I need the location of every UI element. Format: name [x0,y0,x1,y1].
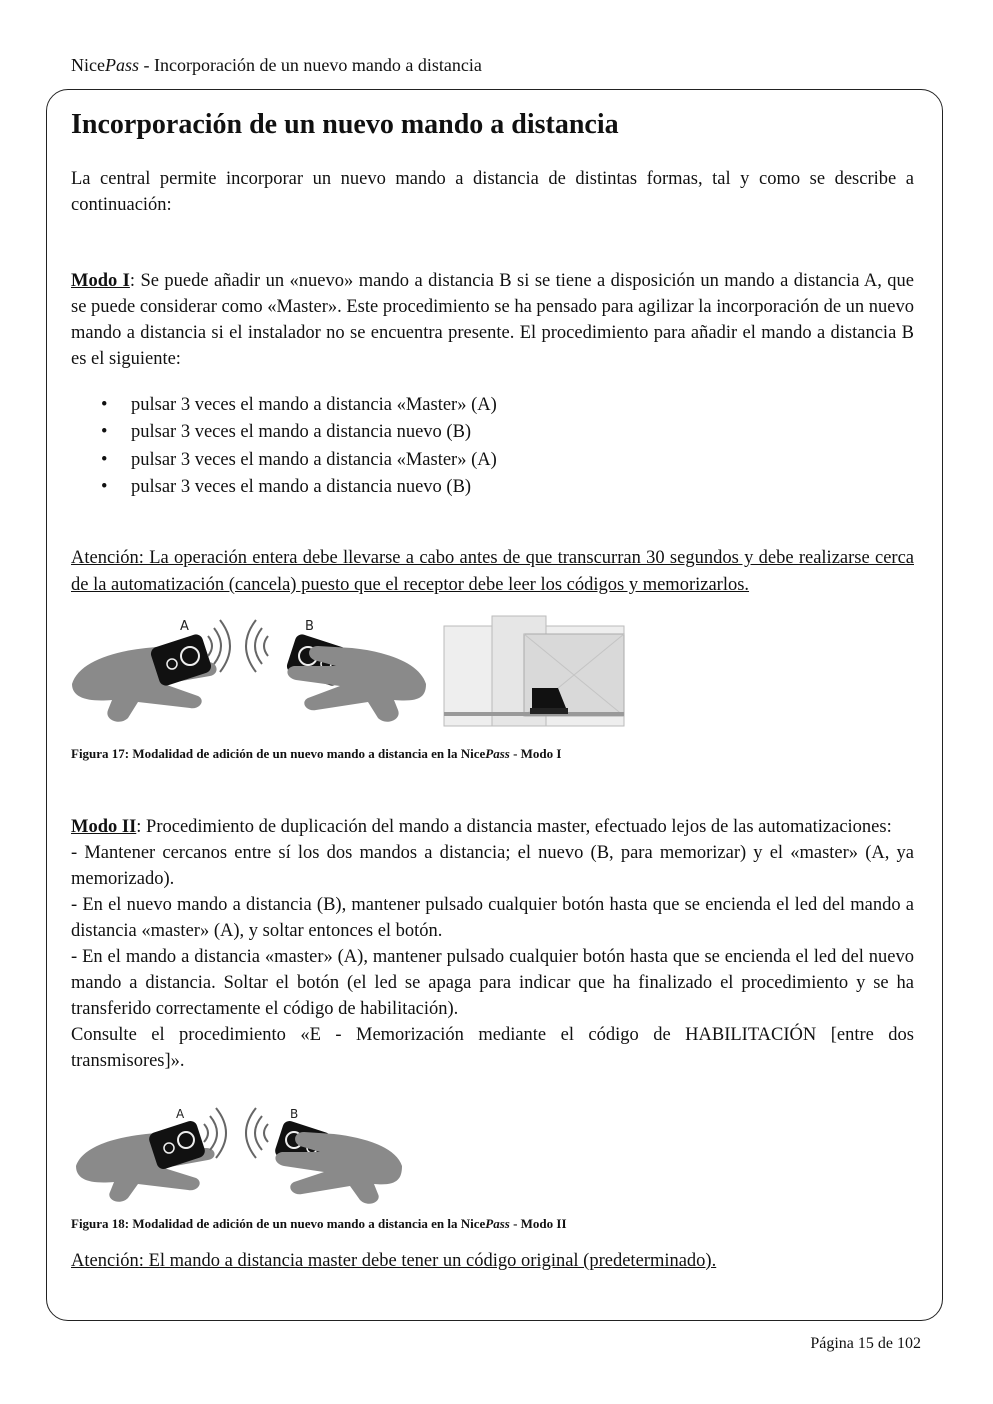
mode2-consult-paragraph: Consulte el procedimiento «E - Memorización mediante el código de HABILITACIÓN [entre dos transmisores]». [71,1025,914,1071]
mode1-steps-list [71,392,497,501]
brand-name: Nice [71,55,105,75]
figure-18-caption-text: Figura 18: Modalidad de adición de un nuevo mando a distancia en la Nice [71,1216,486,1231]
figure-17-caption-italic: Pass [485,746,510,761]
mode2-step-1: - Mantener cercanos entre sí los dos mandos a distancia; el nuevo (B, para memorizar) y el «master» (A, ya memorizado). [71,843,914,889]
brand-name-italic: Pass [104,55,139,75]
mode2-warning-block [71,1248,914,1274]
signal-waves-icon [208,620,268,672]
running-header [71,54,482,76]
mode1-paragraph [71,268,914,372]
list-item: • pulsar 3 veces el mando a distancia nuevo (B) [71,474,497,501]
mode2-step-2: - En el nuevo mando a distancia (B), mantener pulsado cualquier botón hasta que se encienda el led del mando a distancia «master» (A), y soltar entonces el botón. [71,895,914,941]
list-item: • pulsar 3 veces el mando a distancia «Master» (A) [71,447,497,474]
mode2-text: : Procedimiento de duplicación del mando a distancia master, efectuado lejos de las automatizaciones: [136,817,892,837]
intro-paragraph-block [71,166,914,218]
mode1-warning: Atención: La operación entera debe llevarse a cabo antes de que transcurran 30 segundos y debe realizarse cerca de la automatización (cancela) puesto que el receptor debe leer los códigos y memorizarlos. [71,548,914,595]
mode2-block [71,816,914,1074]
page-number: Página 15 de 102 [810,1335,921,1352]
signal-waves-icon [204,1108,268,1158]
mode2-label: Modo II [71,817,137,837]
mode2-warning: Atención: El mando a distancia master debe tener un código original (predeterminado). [71,1251,717,1271]
figure-17-caption-suffix: - Modo I [509,746,562,761]
mode1-text: : Se puede añadir un «nuevo» mando a distancia B si se tiene a disposición un mando a distancia A, que se puede considerar como «Master». Este procedimiento se ha pensado para agilizar la incorporación de un nuevo mando a distancia si el instalador no se encuentra presente. El procedimiento para añadir el mando a distancia B es el siguiente: [71,271,915,369]
figure-18-caption-italic: Pass [485,1216,510,1231]
figure-18-caption-suffix: - Modo II [509,1216,567,1231]
figure-18-label-a: A [176,1107,185,1121]
running-header-text: - Incorporación de un nuevo mando a distancia [139,55,482,75]
list-item: • pulsar 3 veces el mando a distancia nuevo (B) [71,419,497,446]
list-item: • pulsar 3 veces el mando a distancia «Master» (A) [71,392,497,419]
figure-18-caption [71,1216,567,1232]
mode2-step-3: - En el mando a distancia «master» (A), mantener pulsado cualquier botón hasta que se encienda el led del nuevo mando a distancia. Soltar el botón (el led se apaga para indicar que ha finalizado el procedimiento y se ha transferido correctamente el código de habilitación). [71,947,914,1019]
mode1-paragraph-block [71,268,914,372]
figure-17-label-b: B [305,619,314,634]
figure-17-caption-text: Figura 17: Modalidad de adición de un nuevo mando a distancia en la Nice [71,746,486,761]
mode2-paragraph [71,816,914,838]
figure-17-caption [71,746,561,762]
page-title: Incorporación de un nuevo mando a distancia [71,109,619,140]
figure-17-illustration [68,612,628,734]
mode1-warning-block [71,545,914,599]
gate-automation-illustration [444,616,624,726]
figure-17-label-a: A [180,619,189,634]
mode1-label: Modo I [71,271,130,291]
figure-18-label-b: B [290,1107,299,1121]
figure-18-illustration [72,1100,412,1210]
intro-paragraph: La central permite incorporar un nuevo mando a distancia de distintas formas, tal y como se describe a continuación: [71,169,914,215]
